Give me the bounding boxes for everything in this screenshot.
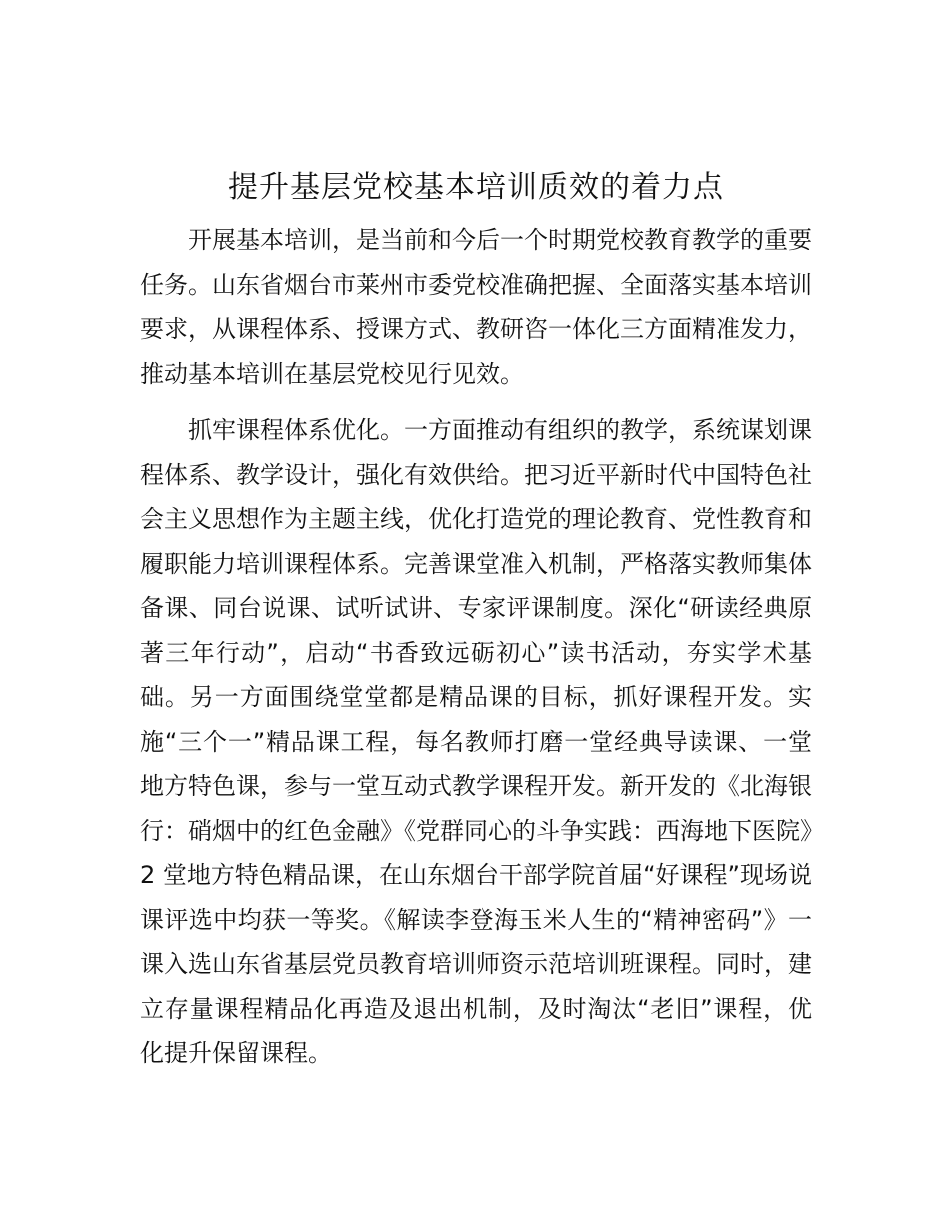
- paragraph-course-system: 抓牢课程体系优化。一方面推动有组织的教学，系统谋划课程体系、教学设计，强化有效供给。把习近平新时代中国特色社会主义思想作为主题主线，优化打造党的理论教育、党性教育和履职能力培训课程体系。完善课堂准入机制，严格落实教师集体备课、同台说课、试听试讲、专家评课制度。深化“研读经典原著三年行动”，启动“书香致远砺初心”读书活动，夯实学术基础。另一方面围绕堂堂都是精品课的目标，抓好课程开发。实施“三个一”精品课工程，每名教师打磨一堂经典导读课、一堂地方特色课，参与一堂互动式教学课程开发。新开发的《北海银行：硝烟中的红色金融》《党群同心的斗争实践：西海地下医院》2 堂地方特色精品课，在山东烟台干部学院首届“好课程”现场说课评选中均获一等奖。《解读李登海玉米人生的“精神密码”》一课入选山东省基层党员教育培训师资示范培训班课程。同时，建立存量课程精品化再造及退出机制，及时淘汰“老旧”课程，优化提升保留课程。: [140, 416, 812, 1067]
- paragraph-intro: 开展基本培训，是当前和今后一个时期党校教育教学的重要任务。山东省烟台市莱州市委党校准确把握、全面落实基本培训要求，从课程体系、授课方式、教研咨一体化三方面精准发力，推动基本培训在基层党校见行见效。: [140, 226, 812, 388]
- document-title: 提升基层党校基本培训质效的着力点: [228, 170, 724, 205]
- document-page: [140, 168, 812, 1088]
